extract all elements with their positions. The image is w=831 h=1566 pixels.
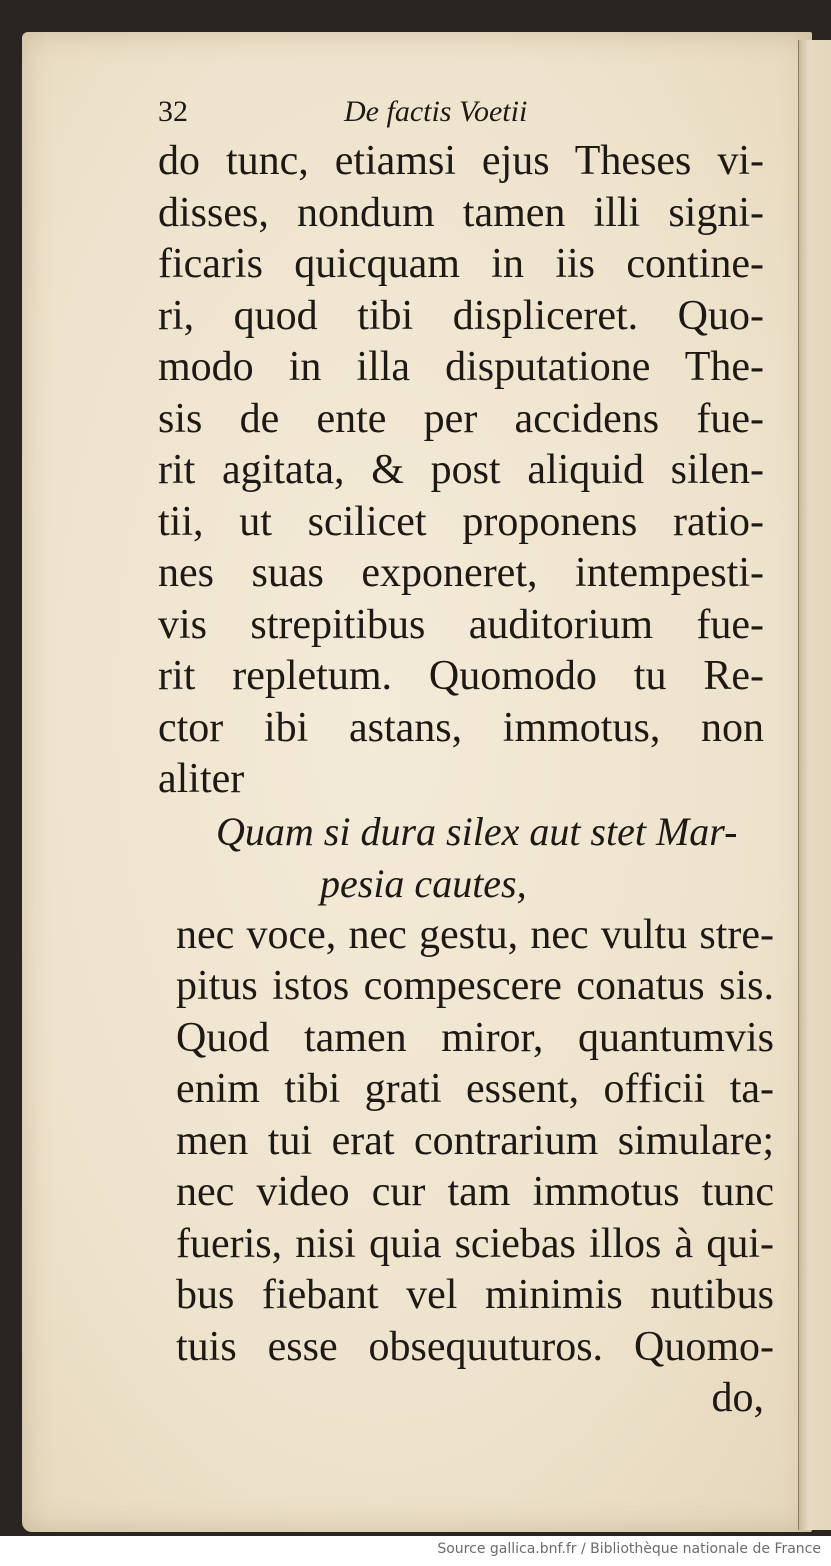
text-line: disses, nondum tamen illi signi- xyxy=(158,189,764,236)
catchword: do, xyxy=(711,1375,764,1421)
text-line: rit agitata, & post aliquid silen- xyxy=(158,447,764,493)
text-line: ctor ibi astans, immotus, non xyxy=(158,704,764,751)
verse-line: pesia cautes, xyxy=(320,860,527,906)
text-line: Quod tamen miror, quantumvis xyxy=(176,1014,774,1061)
verse-line: Quam si dura silex aut stet Mar- xyxy=(216,808,738,854)
text-line: tuis esse obsequuturos. Quomo- xyxy=(176,1323,774,1370)
text-line: nes suas exponeret, intempesti- xyxy=(158,550,764,596)
text-line: ri, quod tibi displiceret. Quo- xyxy=(158,292,764,339)
text-line: pitus istos compescere conatus sis. xyxy=(176,963,774,1009)
running-title: De factis Voetii xyxy=(344,95,528,128)
text-line: bus fiebant vel minimis nutibus xyxy=(176,1272,774,1318)
text-line: sis de ente per accidens fue- xyxy=(158,395,764,442)
text-line: fueris, nisi quia sciebas illos à qui- xyxy=(176,1220,774,1267)
text-line: aliter xyxy=(158,756,245,802)
running-head xyxy=(158,88,798,136)
text-line: vis strepitibus auditorium fue- xyxy=(158,601,764,648)
source-bar xyxy=(0,1536,831,1566)
text-line: enim tibi grati essent, officii ta- xyxy=(176,1066,774,1112)
text-line: nec video cur tam immotus tunc xyxy=(176,1169,774,1215)
text-line: nec voce, nec gestu, nec vultu stre- xyxy=(176,911,774,958)
text-line: tii, ut scilicet proponens ratio- xyxy=(158,498,764,545)
text-line: men tui erat contrarium simulare; xyxy=(176,1117,774,1164)
text-line: modo in illa disputatione The- xyxy=(158,344,764,390)
source-credit: Source gallica.bnf.fr / Bibliothèque nationale de France xyxy=(437,1541,821,1557)
text-line: rit repletum. Quomodo tu Re- xyxy=(158,653,764,699)
text-line: ficaris quicquam in iis contine- xyxy=(158,241,764,287)
text-line: do tunc, etiamsi ejus Theses vi- xyxy=(158,138,764,184)
text-block xyxy=(158,88,798,1425)
page-number: 32 xyxy=(158,95,188,128)
next-page-edge xyxy=(798,40,831,1530)
